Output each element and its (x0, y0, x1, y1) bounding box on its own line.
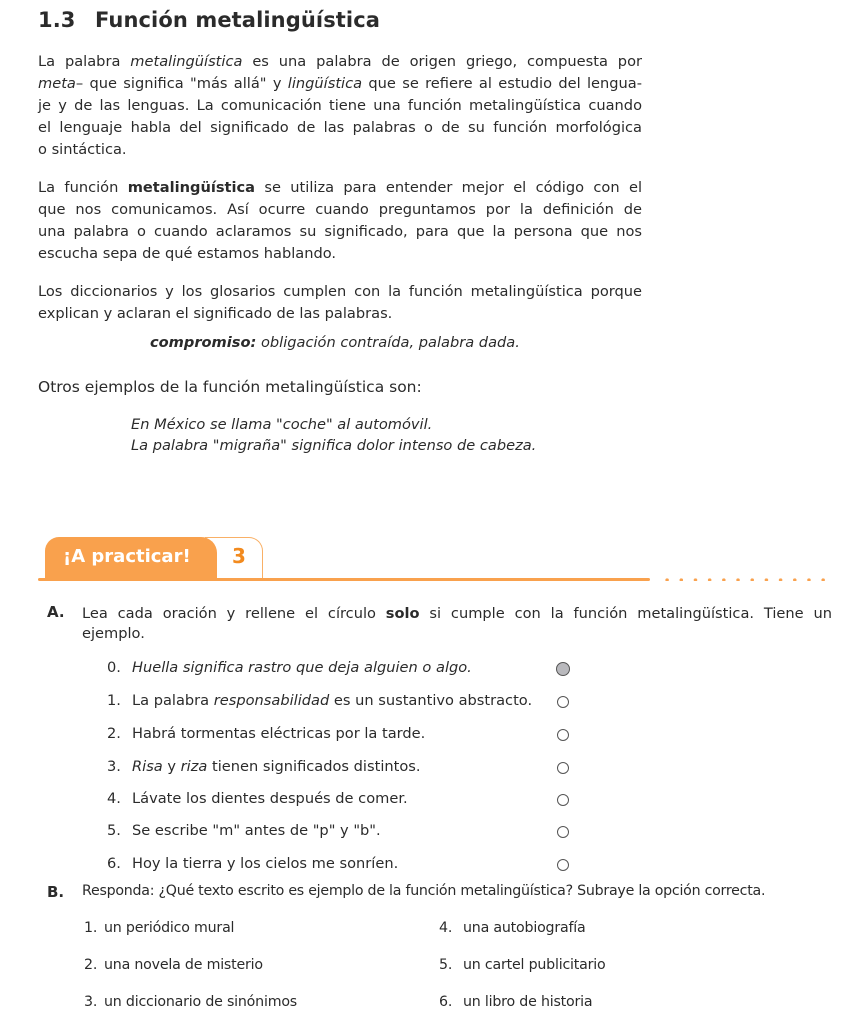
option-item[interactable]: 1. un periódico mural (84, 920, 235, 936)
paragraph-line: Los diccionarios y los glosarios cumplen con la función metalingüística porque (38, 283, 642, 300)
answer-circle[interactable] (557, 729, 569, 741)
exercise-item (107, 822, 381, 839)
item-number: 1. (107, 692, 121, 709)
section-title: Función metalingüística (95, 8, 381, 32)
option-text: un cartel publicitario (463, 957, 606, 973)
item-text: Hoy la tierra y los cielos me sonríen. (132, 855, 399, 872)
item-number: 0. (107, 659, 121, 676)
item-text: La palabra responsabilidad es un sustantivo abstracto. (132, 692, 533, 709)
option-text: un diccionario de sinónimos (104, 994, 297, 1010)
option-item[interactable]: 3. un diccionario de sinónimos (84, 994, 297, 1010)
paragraph-line: explican y aclaran el significado de las palabras. (38, 305, 393, 322)
answer-circle[interactable] (557, 696, 569, 708)
section-number: 1.3 (38, 8, 76, 32)
item-text: Risa y riza tienen significados distintos. (132, 758, 421, 775)
item-text: Huella significa rastro que deja alguien o algo. (132, 659, 472, 676)
section-heading (38, 8, 380, 32)
section-divider (38, 578, 650, 581)
exercise-a-instruction-line: ejemplo. (82, 625, 145, 642)
answer-circle[interactable] (557, 794, 569, 806)
option-text: una autobiografía (463, 920, 586, 936)
paragraph-line: o sintáctica. (38, 141, 127, 158)
item-number: 2. (107, 725, 121, 742)
exercise-item (107, 790, 408, 807)
exercise-item (107, 855, 398, 872)
paragraph-line: La función metalingüística se utiliza para entender mejor el código con el (38, 179, 642, 196)
paragraph-line: La palabra metalingüística es una palabra de origen griego, compuesta por (38, 53, 642, 70)
exercise-item (107, 758, 421, 775)
option-item[interactable]: 2. una novela de misterio (84, 957, 263, 973)
item-number: 5. (107, 822, 121, 839)
option-text: un libro de historia (463, 994, 593, 1010)
paragraph-line: escucha sepa de qué estamos hablando. (38, 245, 337, 262)
paragraph-line: meta– que significa "más allá" y lingüística que se refiere al estudio del lengua- (38, 75, 642, 92)
option-item[interactable]: 6. un libro de historia (439, 994, 593, 1010)
item-number: 3. (107, 758, 121, 775)
item-text: Habrá tormentas eléctricas por la tarde. (132, 725, 426, 742)
exercise-a-instruction-line: Lea cada oración y rellene el círculo solo si cumple con la función metalingüística. Tiene un (82, 605, 832, 622)
practice-number: 3 (232, 544, 246, 568)
examples-title: Otros ejemplos de la función metalingüística son: (38, 378, 422, 396)
paragraph-line: je y de las lenguas. La comunicación tiene una función metalingüística cuando (38, 97, 642, 114)
option-text: un periódico mural (104, 920, 235, 936)
glossary-meaning: obligación contraída, palabra dada. (256, 334, 520, 351)
exercise-item (107, 692, 532, 709)
exercise-item (107, 725, 425, 742)
item-text: Lávate los dientes después de comer. (132, 790, 408, 807)
item-number: 6. (107, 855, 121, 872)
exercise-a-letter: A. (47, 603, 65, 621)
exercise-a-instruction (82, 603, 832, 625)
item-text: Se escribe "m" antes de "p" y "b". (132, 822, 381, 839)
exercise-b-letter: B. (47, 883, 65, 901)
answer-circle-filled[interactable] (556, 662, 570, 676)
option-text: una novela de misterio (104, 957, 263, 973)
exercise-b-instruction: Responda: ¿Qué texto escrito es ejemplo de la función metalingüística? Subraye la opción correcta. (82, 883, 766, 899)
option-item[interactable]: 5. un cartel publicitario (439, 957, 606, 973)
glossary-term: compromiso: (150, 334, 257, 351)
paragraph-dictionaries (38, 281, 642, 325)
practice-label: ¡A practicar! (63, 546, 191, 567)
example-item: La palabra "migraña" significa dolor intenso de cabeza. (131, 437, 537, 454)
answer-circle[interactable] (557, 826, 569, 838)
paragraph-definition (38, 177, 642, 265)
answer-circle[interactable] (557, 859, 569, 871)
paragraph-etymology (38, 51, 642, 161)
answer-circle[interactable] (557, 762, 569, 774)
paragraph-line: que nos comunicamos. Así ocurre cuando preguntamos por la definición de (38, 201, 642, 218)
option-item[interactable]: 4. una autobiografía (439, 920, 586, 936)
glossary-definition (150, 334, 520, 351)
example-item: En México se llama "coche" al automóvil. (131, 416, 433, 433)
dotted-divider (660, 578, 835, 581)
exercise-item (107, 659, 472, 676)
paragraph-line: el lenguaje habla del significado de las palabras o de su función morfológica (38, 119, 642, 136)
paragraph-line: una palabra o cuando aclaramos su significado, para que la persona que nos (38, 223, 642, 240)
item-number: 4. (107, 790, 121, 807)
